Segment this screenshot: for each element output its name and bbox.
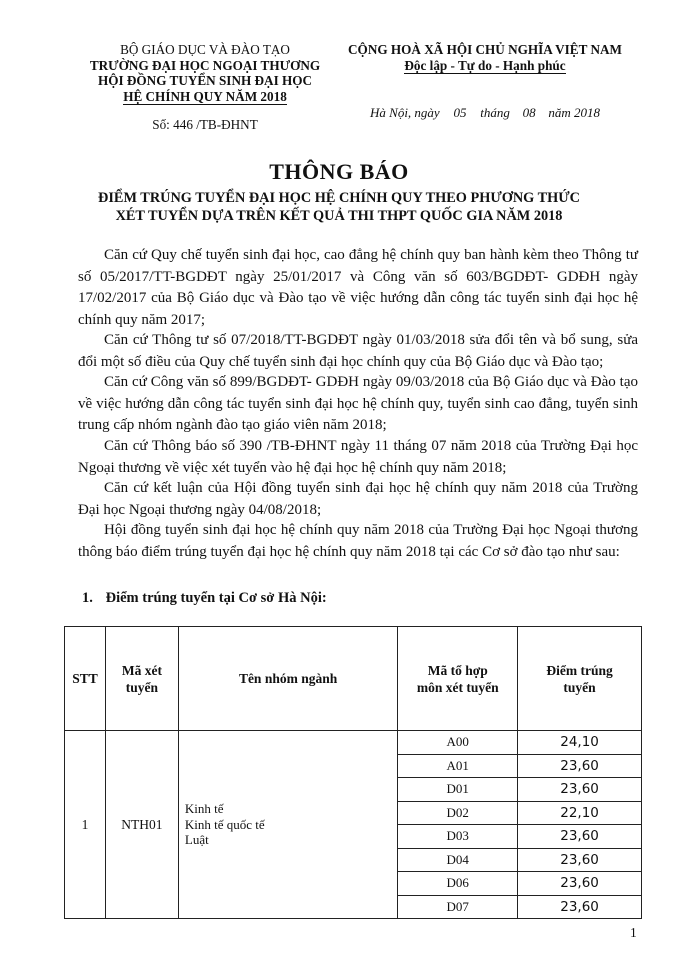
cell-combo: A01 xyxy=(398,754,518,778)
university-name: TRƯỜNG ĐẠI HỌC NGOẠI THƯƠNG xyxy=(89,57,321,73)
subtitle-line-1: ĐIỂM TRÚNG TUYỂN ĐẠI HỌC HỆ CHÍNH QUY THEO PHƯƠNG THỨC xyxy=(98,190,580,206)
date-day: 05 xyxy=(453,105,467,120)
cell-score: 23,60 xyxy=(518,825,642,849)
basis-paragraph-4: Căn cứ Thông báo số 390 /TB-ĐHNT ngày 11 tháng 07 năm 2018 của Trường Đại học Ngoại thương về việc xét tuyển vào hệ đại học hệ chính quy năm 2018; xyxy=(78,438,638,476)
cell-score: 23,60 xyxy=(518,754,642,778)
cell-majors xyxy=(178,731,397,919)
page-number: 1 xyxy=(630,925,637,940)
basis-paragraph-2: Căn cứ Thông tư số 07/2018/TT-BGDĐT ngày 01/03/2018 sửa đổi tên và bổ sung, sửa đổi một số điều của Quy chế tuyển sinh đại học chính quy của Bộ Giáo dục và Đào tạo; xyxy=(78,332,638,370)
major-name: Kinh tế quốc tế xyxy=(184,816,265,832)
subtitle-line-2: XÉT TUYỂN DỰA TRÊN KẾT QUẢ THI THPT QUỐC GIA NĂM 2018 xyxy=(115,207,563,224)
cell-combo: D01 xyxy=(398,778,518,802)
basis-paragraph-5: Căn cứ kết luận của Hội đồng tuyển sinh đại học hệ chính quy năm 2018 của Trường Đại học Ngoại thương ngày 04/08/2018; xyxy=(78,480,638,518)
major-name: Kinh tế xyxy=(184,801,224,817)
issuer-block xyxy=(60,42,350,105)
table-body xyxy=(65,731,642,919)
date-prefix: Hà Nội, ngày xyxy=(370,105,440,120)
cell-combo: D06 xyxy=(398,872,518,896)
header-score: Điểm trúng tuyển xyxy=(518,627,642,731)
issue-date xyxy=(330,105,640,121)
cell-combo: D02 xyxy=(398,801,518,825)
cell-combo: D07 xyxy=(398,895,518,919)
major-name: Luật xyxy=(184,832,209,848)
cell-combo: D03 xyxy=(398,825,518,849)
council-name: HỘI ĐỒNG TUYỂN SINH ĐẠI HỌC xyxy=(97,73,313,88)
basis-paragraph-3: Căn cứ Công văn số 899/BGDĐT- GDĐH ngày 09/03/2018 của Bộ Giáo dục và Đào tạo về việc hướng dẫn công tác tuyển sinh đại học hệ chính quy, tuyển sinh cao đẳng, tuyển sinh trung cấp nhóm ngành đào tạo giáo viên năm 2018; xyxy=(78,374,638,433)
announcement-paragraph: Hội đồng tuyển sinh đại học hệ chính quy năm 2018 của Trường Đại học Ngoại thương thông báo điểm trúng tuyển đại học hệ chính quy năm 2018 tại các Cơ sở đào tạo như sau: xyxy=(78,522,638,560)
cell-score: 24,10 xyxy=(518,731,642,755)
cell-score: 23,60 xyxy=(518,848,642,872)
section-number: 1. xyxy=(82,590,93,606)
date-month-label: tháng xyxy=(480,105,510,120)
cell-code: NTH01 xyxy=(105,731,178,919)
cell-score: 23,60 xyxy=(518,895,642,919)
program-name: HỆ CHÍNH QUY NĂM 2018 xyxy=(123,88,287,104)
document-subtitle xyxy=(40,190,638,225)
section-title: Điểm trúng tuyển tại Cơ sở Hà Nội: xyxy=(105,590,327,606)
table-header-row xyxy=(65,627,642,731)
date-year-label: năm xyxy=(548,105,571,120)
header-stt: STT xyxy=(65,627,106,731)
nation-block xyxy=(330,42,640,74)
basis-paragraph-1: Căn cứ Quy chế tuyển sinh đại học, cao đẳng hệ chính quy ban hành kèm theo Thông tư số 05/2017/TT-BGDĐT ngày 25/01/2017 và Công văn số 603/BGDĐT- GDĐH ngày 17/02/2017 của Bộ Giáo dục và Đào tạo về việc hướng dẫn công tác tuyển sinh đại học hệ chính quy năm 2017; xyxy=(78,247,638,328)
document-number: Số: 446 /TB-ĐHNT xyxy=(152,117,258,132)
nation-motto: Độc lập - Tự do - Hạnh phúc xyxy=(404,58,566,73)
header-combo: Mã tổ hợp môn xét tuyển xyxy=(398,627,518,731)
cell-combo: A00 xyxy=(398,731,518,755)
ministry-name: BỘ GIÁO DỤC VÀ ĐÀO TẠO xyxy=(120,42,290,57)
header-code: Mã xét tuyển xyxy=(105,627,178,731)
cell-stt: 1 xyxy=(65,731,106,919)
date-month: 08 xyxy=(522,105,536,120)
admission-score-table xyxy=(64,626,642,919)
cell-score: 23,60 xyxy=(518,872,642,896)
table-row xyxy=(65,731,642,755)
section-heading xyxy=(82,590,327,607)
cell-score: 22,10 xyxy=(518,801,642,825)
nation-name: CỘNG HOÀ XÃ HỘI CHỦ NGHĨA VIỆT NAM xyxy=(348,42,622,57)
header-group: Tên nhóm ngành xyxy=(178,627,397,731)
cell-combo: D04 xyxy=(398,848,518,872)
cell-score: 23,60 xyxy=(518,778,642,802)
date-year: 2018 xyxy=(573,105,600,120)
document-title: THÔNG BÁO xyxy=(269,159,409,184)
